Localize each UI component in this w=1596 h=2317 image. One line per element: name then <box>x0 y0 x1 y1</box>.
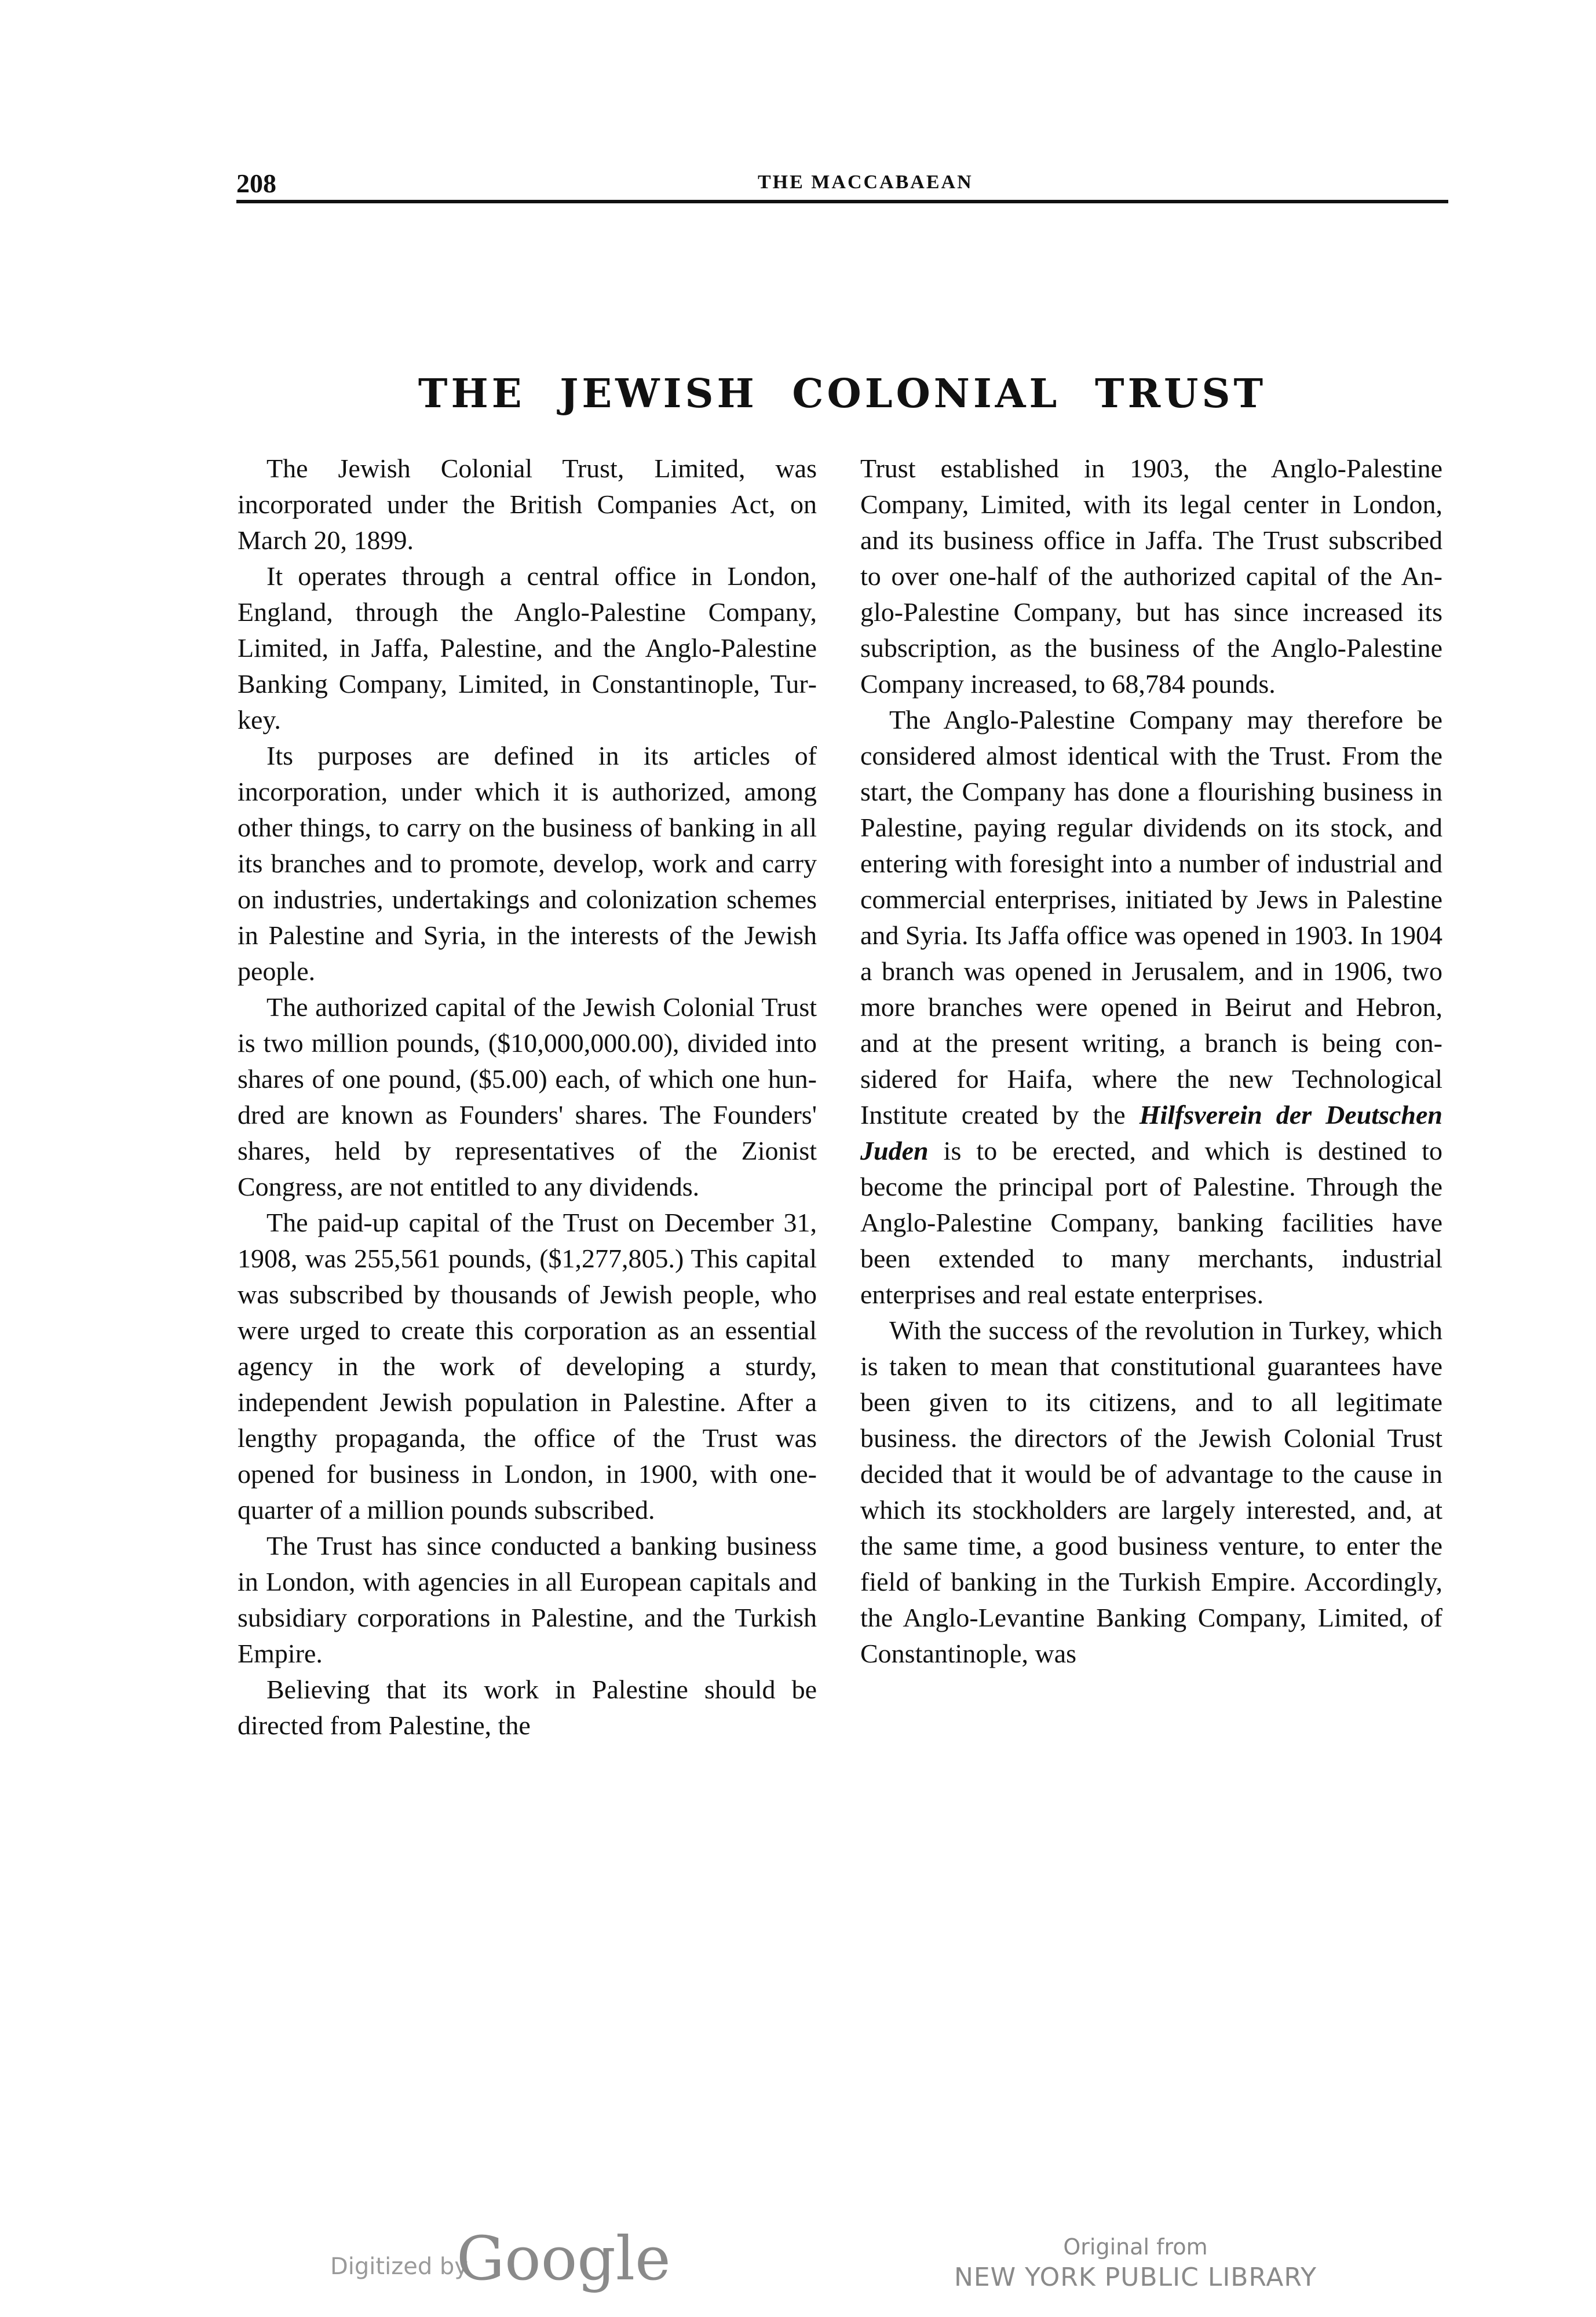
page-header <box>236 168 1447 203</box>
library-name: NEW YORK PUBLIC LIBRARY <box>954 2263 1317 2292</box>
article-title: THE JEWISH COLONIAL TRUST <box>418 371 1267 417</box>
paragraph-italic-text: Hilfsverein der Deutschen Juden <box>860 1100 1442 1165</box>
page-number: 208 <box>236 169 276 198</box>
paragraph-text: The Anglo-Palestine Company may therefore be considered almost identical with the Trust. From the start, the Company has done a flourishing business in Palestine, paying regular dividends on its stock, and entering with foresight into a number of industrial and commercial enterprises, initiated by Jews in Palestine and Syria. Its Jaffa office was opened in 1903. In 1904 a branch was opened in Jerusalem, and in 1906, two more branches were opened in Beirut and Hebron, and at the present writing, a branch is being considered for Haifa, where the new Technological Institute created by the <box>860 705 1442 1130</box>
digitized-by-label: Digitized by <box>330 2253 468 2280</box>
left-column <box>238 451 817 1744</box>
paragraph: With the success of the revolution in Turkey, which is taken to mean that constitutional guarantees have been given to its citizens, and to all legitimate business. the directors of the Jewish Colonial Trust decided that it would be of advantage to the cause in which its stockholders are largely interested, and, at the same time, a good business venture, to enter the field of banking in the Turkish Empire. Accordingly, the Anglo-Levantine Banking Company, Limited, of Constantinople, was <box>860 1315 1442 1668</box>
paragraph-text: is to be erected, and which is destined to become the principal port of Palestine. Through the Anglo-Palestine Company, banking facilities have been extended to many merchants, industrial enterprises and real estate enterprises. <box>860 1136 1442 1309</box>
paragraph: Its purposes are defined in its articles of incorporation, under which it is authorized, among other things, to carry on the business of banking in all its branches and to promote, develop, work and carry on industries, undertakings and colonization schemes in Palestine and Syria, in the interests of the Jewish people. <box>238 741 817 986</box>
paragraph <box>860 702 1442 1313</box>
running-head: THE MACCABAEAN <box>758 171 973 193</box>
paragraph: It operates through a central office in London, England, through the Anglo-Palestine Company, Limited, in Jaffa, Palestine, and the Anglo-Palestine Banking Company, Limited, in Constantinople, Turkey. <box>238 561 817 734</box>
right-column <box>860 451 1442 1672</box>
paragraph: The paid-up capital of the Trust on December 31, 1908, was 255,561 pounds, ($1,277,805.) This capital was subscribed by thousands of Jewish people, who were urged to create this corporation as an essential agency in the work of developing a sturdy, independent Jewish population in Palestine. After a lengthy propaganda, the office of the Trust was opened for business in London, in 1900, with one-quarter of a million pounds subscribed. <box>238 1208 817 1525</box>
google-logo: Google <box>456 2223 671 2294</box>
original-from-label: Original from <box>1063 2234 1208 2260</box>
header-rule <box>236 200 1448 203</box>
paragraph: The Trust has since conducted a banking business in London, with agencies in all European capitals and subsidiary corporations in Palestine, and the Turkish Empire. <box>238 1531 817 1668</box>
paragraph: Believing that its work in Palestine should be directed from Palestine, the <box>238 1675 817 1740</box>
paragraph: The Jewish Colonial Trust, Limited, was incorporated under the British Companies Act, on March 20, 1899. <box>238 454 817 555</box>
paragraph: Trust established in 1903, the Anglo-Palestine Company, Limited, with its legal center in London, and its business office in Jaffa. The Trust subscribed to over one-half of the authorized capital of the Anglo-Palestine Company, but has since increased its subscription, as the business of the Anglo-Palestine Company increased, to 68,784 pounds. <box>860 454 1442 699</box>
library-attribution <box>904 2233 1367 2294</box>
paragraph: The authorized capital of the Jewish Colonial Trust is two million pounds, ($10,000,000.00), divided into shares of one pound, ($5.00) each, of which one hundred are known as Founders' shares. The Founders' shares, held by representatives of the Zionist Congress, are not entitled to any dividends. <box>238 992 817 1201</box>
